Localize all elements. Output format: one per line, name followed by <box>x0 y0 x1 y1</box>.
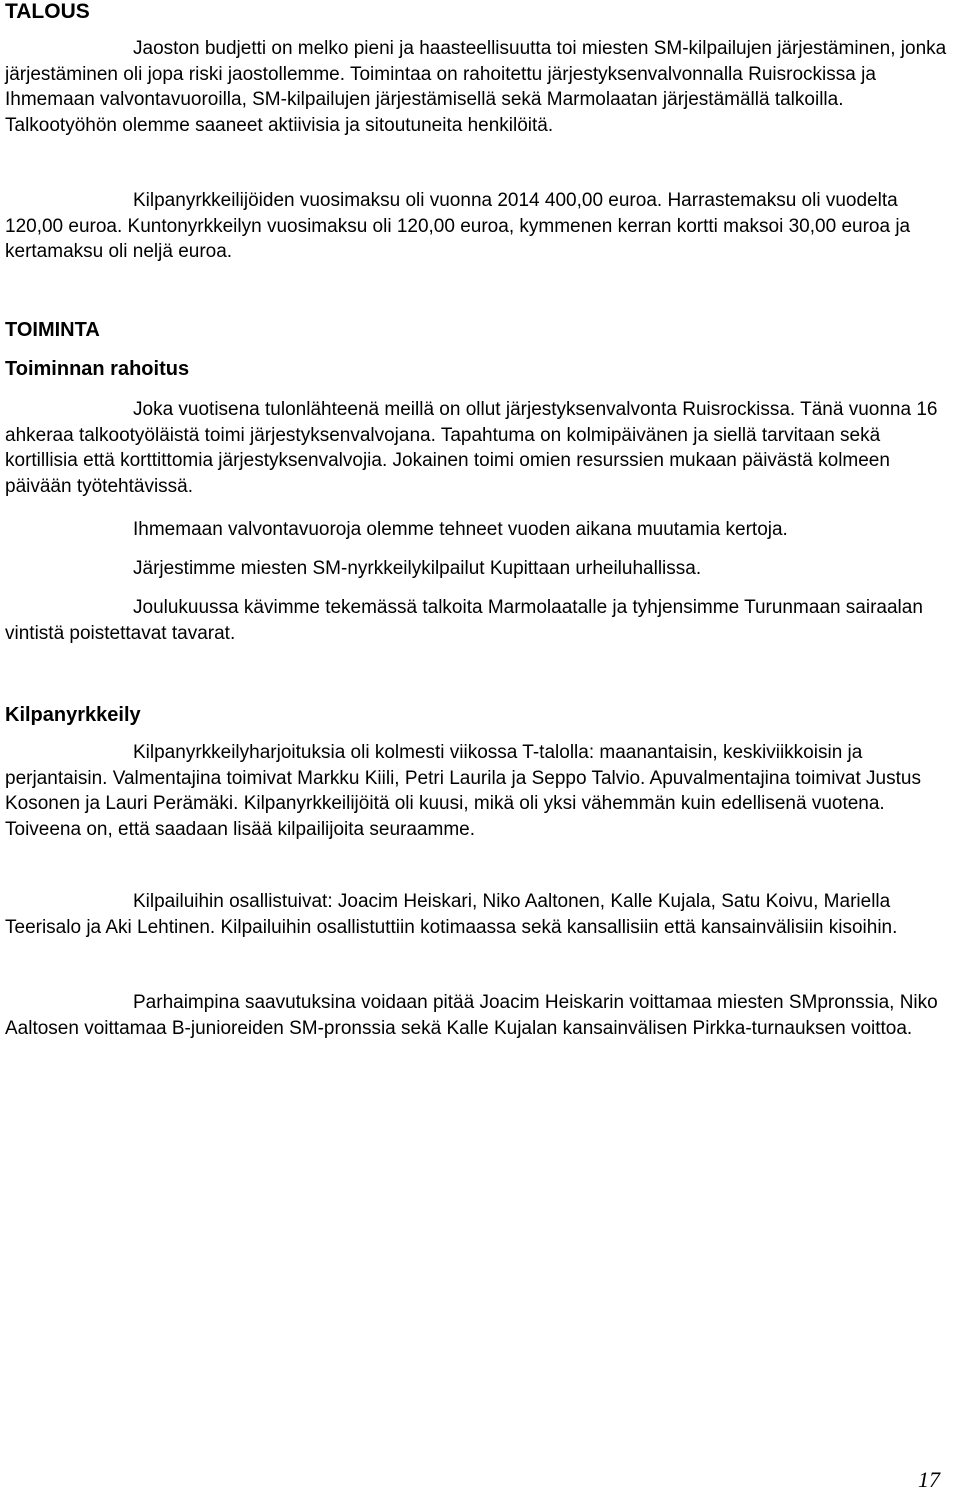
talous-paragraph-2: Kilpanyrkkeilijöiden vuosimaksu oli vuonna 2014 400,00 euroa. Harrastemaksu oli vuodelta 120,00 euroa. Kuntonyrkkeilyn vuosimaksu oli 120,00 euroa, kymmenen kerran kortti maksoi 30,00 euroa ja kertamaksu oli neljä euroa. <box>5 190 911 262</box>
heading-kilpanyrkkeily: Kilpanyrkkeily <box>5 704 141 726</box>
toiminta-paragraph-1: Joka vuotisena tulonlähteenä meillä on ollut järjestyksenvalvonta Ruisrockissa. Tänä vuonna 16 ahkeraa talkootyöläistä toimi järjestyksenvalvojana. Tapahtuma on kolmipäivänen ja siellä tarvitaan sekä kortillisia että korttittomia järjestyksenvalvojia. Jokainen toimi omien resurssien mukaan päivästä kolmeen päivään työtehtävissä. <box>5 399 938 497</box>
kilpanyrkkeily-paragraph-3: Parhaimpina saavutuksina voidaan pitää Joacim Heiskarin voittamaa miesten SMpronssia, Niko Aaltosen voittamaa B-junioreiden SM-pronssia sekä Kalle Kujalan kansainvälisen Pirkka-turnauksen voittoa. <box>5 992 938 1039</box>
talous-paragraph-1: Jaoston budjetti on melko pieni ja haasteellisuutta toi miesten SM-kilpailujen järjestäminen, jonka järjestäminen oli jopa riski jaostollemme. Toimintaa on rahoitettu järjestyksenvalvonnalla Ruisrockissa ja Ihmemaan valvontavuoroilla, SM-kilpailujen järjestämisellä sekä Marmolaatan järjestämällä talkoilla. Talkootyöhön olemme saaneet aktiivisia ja sitoutuneita henkilöitä. <box>5 38 947 136</box>
kilpanyrkkeily-paragraph-2: Kilpailuihin osallistuivat: Joacim Heiskari, Niko Aaltonen, Kalle Kujala, Satu Koivu, Mariella Teerisalo ja Aki Lehtinen. Kilpailuihin osallistuttiin kotimaassa sekä kansallisiin että kansainvälisiin kisoihin. <box>5 891 898 938</box>
heading-toiminta: TOIMINTA <box>5 319 100 341</box>
subheading-toiminnan-rahoitus: Toiminnan rahoitus <box>5 358 190 380</box>
toiminta-paragraph-4: Joulukuussa kävimme tekemässä talkoita Marmolaatalle ja tyhjensimme Turunmaan sairaalan vintistä poistettavat tavarat. <box>5 597 923 644</box>
toiminta-paragraph-3: Järjestimme miesten SM-nyrkkeilykilpailut Kupittaan urheiluhallissa. <box>133 558 702 579</box>
kilpanyrkkeily-paragraph-1: Kilpanyrkkeilyharjoituksia oli kolmesti viikossa T-talolla: maanantaisin, keskiviikkoisin ja perjantaisin. Valmentajina toimivat Markku Kiili, Petri Laurila ja Seppo Talvio. Apuvalmentajina toimivat Justus Kosonen ja Lauri Perämäki. Kilpanyrkkeilijöitä oli kuusi, mikä oli yksi vähemmän kuin edellisenä vuotena. Toiveena on, että saadaan lisää kilpailijoita seuraamme. <box>5 742 921 840</box>
toiminta-paragraph-2: Ihmemaan valvontavuoroja olemme tehneet vuoden aikana muutamia kertoja. <box>133 519 788 540</box>
heading-talous: TALOUS <box>5 0 90 23</box>
page-number: 17 <box>918 1467 940 1492</box>
